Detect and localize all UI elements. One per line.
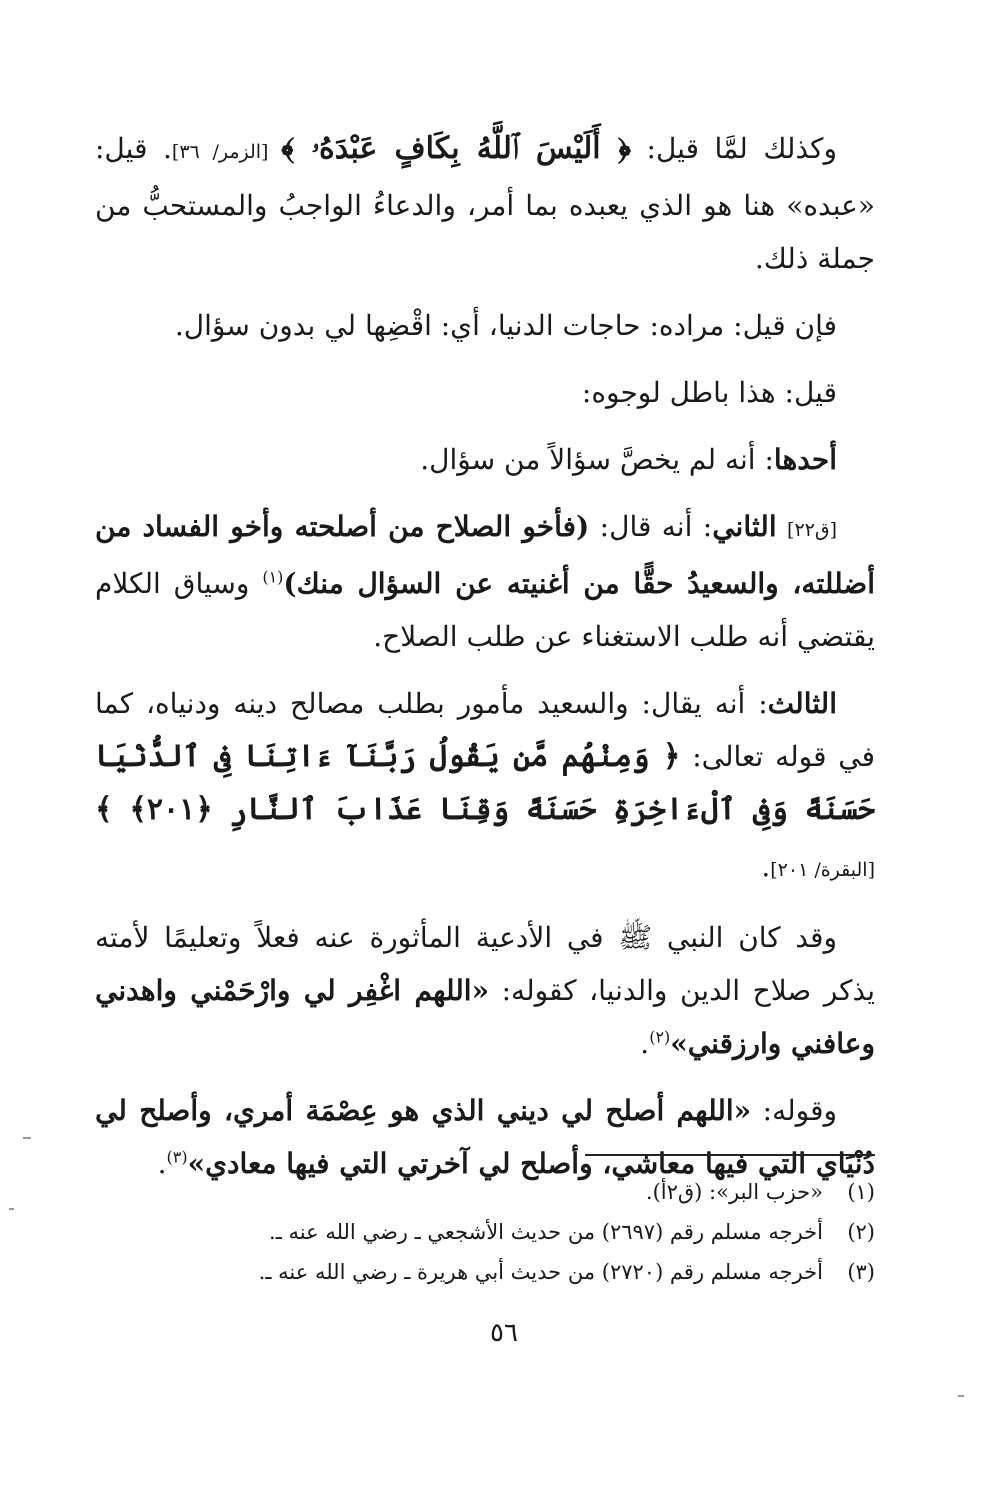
paragraph-7-hadith: «اللهم اغْفِر لي وارْحَمْني واهدني وعافني وارزقني» <box>95 974 875 1060</box>
footnote-1 <box>95 1172 875 1212</box>
page-number: ٥٦ <box>490 1318 518 1348</box>
footnote-3-text: أخرجه مسلم رقم (٢٧٢٠) من حديث أبي هريرة ـ رضي الله عنه ـ. <box>258 1260 823 1284</box>
paragraph-6-heading: الثالث <box>767 687 837 720</box>
verse-reference-zumar: [الزمر/ ٣٦] <box>171 141 282 163</box>
paragraph-5-heading: الثاني <box>712 510 777 543</box>
paragraph-4-heading: أحدها <box>773 443 837 476</box>
footnote-3 <box>95 1252 875 1292</box>
paragraph-8-text-a: وقوله: <box>751 1094 837 1127</box>
footnote-1-number: (١) <box>847 1180 875 1204</box>
footnote-marker-3[interactable]: (٣) <box>166 1147 188 1167</box>
paragraph-3 <box>95 366 875 419</box>
paragraph-1-text-b: . قيل: «عبده» هنا هو الذي يعبده بما أمر، والدعاءُ الواجبُ والمستحبُّ من جملة ذلك. <box>95 132 875 275</box>
paragraph-8-hadith: «اللهم أصلح لي ديني الذي هو عِصْمَة أمري، وأصلح لي دُنْيَاي التي فيها معاشي، وأصلح لي آخرتي التي فيها معادي» <box>95 1094 875 1180</box>
footnote-marker-1[interactable]: (١) <box>262 567 284 587</box>
paragraph-7-text-b: . <box>640 1027 650 1060</box>
paragraph-7 <box>95 911 875 1070</box>
paragraph-3-text: قيل: هذا باطل لوجوه: <box>581 376 837 409</box>
paragraph-5-text-a: : أنه قال: <box>589 510 713 543</box>
footnote-marker-2[interactable]: (٢) <box>649 1027 671 1047</box>
paragraph-1 <box>95 122 875 285</box>
page-body <box>95 122 875 1204</box>
paragraph-4-text: : أنه لم يخصَّ سؤالاً من سؤال. <box>420 443 774 476</box>
paragraph-7-text-a: وقد كان النبي ﷺ في الأدعية المأثورة عنه فعلاً وتعليمًا لأمته يذكر صلاح الدين والدنيا، كقوله: <box>95 921 875 1007</box>
paragraph-1-text-a: وكذلك لمَّا قيل: <box>631 132 838 165</box>
paragraph-6 <box>95 677 875 897</box>
quran-verse-baqarah: ﴿ وَمِنْهُم مَّن يَقُولُ رَبَّنَآ ءَاتِنَا فِى ٱلدُّنْيَا حَسَنَةً وَفِى ٱلْءَاخِرَةِ حَسَنَةً وَقِنَا عَذَابَ ٱلنَّارِ ﴿٢٠١﴾ ﴾ <box>95 739 875 827</box>
scan-speck <box>9 1208 14 1210</box>
paragraph-5 <box>95 500 875 663</box>
paragraph-4 <box>95 433 875 486</box>
quran-verse-zumar: ﴿ أَلَيْسَ ٱللَّهُ بِكَافٍ عَبْدَهُۥ ﴾ <box>281 131 631 166</box>
paragraph-8-text-b: . <box>157 1147 167 1180</box>
footnote-3-number: (٣) <box>847 1260 875 1284</box>
footnote-1-text: «حزب البر»: (ق٢أ). <box>645 1180 823 1204</box>
footnote-2-number: (٢) <box>847 1220 875 1244</box>
paragraph-6-text-b: . <box>761 850 771 883</box>
footnote-2 <box>95 1212 875 1252</box>
footnote-2-text: أخرجه مسلم رقم (٢٦٩٧) من حديث الأشجعي ـ رضي الله عنه ـ. <box>269 1220 823 1244</box>
paragraph-5-text-b: وسياق الكلام يقتضي أنه طلب الاستغناء عن طلب الصلاح. <box>95 567 875 653</box>
footnote-separator <box>585 1154 875 1156</box>
paragraph-2 <box>95 299 875 352</box>
scan-speck <box>958 1395 964 1397</box>
verse-reference-baqarah: [البقرة/ ٢٠١] <box>770 859 875 881</box>
manuscript-marker: [ق٢٢] <box>787 519 838 541</box>
paragraph-5-quote: (فأخو الصلاح من أصلحته وأخو الفساد من أضللته، والسعيدُ حقًّا من أغنيته عن السؤال منك) <box>95 510 875 600</box>
paragraph-2-text: فإن قيل: مراده: حاجات الدنيا، أي: اقْضِها لي بدون سؤال. <box>174 309 837 342</box>
scan-speck <box>23 1137 31 1139</box>
paragraph-6-text-a: : أنه يقال: والسعيد مأمور بطلب مصالح دينه ودنياه، كما في قوله تعالى: <box>95 687 875 773</box>
footnotes <box>95 1172 875 1292</box>
